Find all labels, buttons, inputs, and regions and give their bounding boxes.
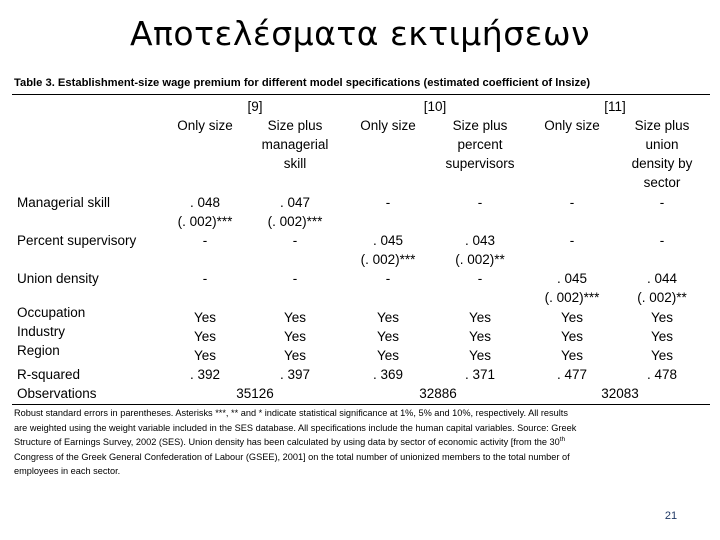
cell-managerial-m9a-se: (. 002)*** bbox=[177, 214, 233, 229]
cell-region-m9a: Yes bbox=[193, 348, 217, 363]
row-label-industry: Industry bbox=[17, 324, 66, 339]
model-header-11: [11] bbox=[604, 99, 626, 114]
cell-industry-m9a: Yes bbox=[193, 329, 217, 344]
footnote-line-1: Robust standard errors in parentheses. Asterisks ***, ** and * indicate statistical significance at 1%, 5% and 10%, respectively. All results bbox=[14, 408, 568, 418]
subheader-only-size-10: Only size bbox=[360, 118, 416, 133]
cell-rsq-m10a: . 369 bbox=[372, 367, 404, 382]
cell-percent-m11b: - bbox=[659, 233, 665, 248]
footnote-superscript: th bbox=[559, 436, 566, 444]
cell-obs-m9: 35126 bbox=[236, 386, 274, 401]
row-label-managerial-skill: Managerial skill bbox=[17, 195, 111, 210]
cell-rsq-m9b: . 397 bbox=[279, 367, 311, 382]
table-bottom-rule bbox=[12, 404, 710, 405]
cell-union-m10b: - bbox=[477, 271, 483, 286]
subheader-size-plus-9-line3: skill bbox=[283, 156, 307, 171]
footnote-line-4: Congress of the Greek General Confederation of Labour (GSEE), 2001] on the total number of unionized members to the total number of bbox=[14, 451, 570, 462]
slide-title: Αποτελέσματα εκτιμήσεων bbox=[129, 14, 591, 53]
row-label-r-squared: R-squared bbox=[17, 367, 81, 382]
row-label-occupation: Occupation bbox=[17, 305, 86, 320]
cell-managerial-m10b: - bbox=[477, 195, 483, 210]
footnote-line-3-text: Structure of Earnings Survey, 2002 (SES). Union density has been calculated by using data by sector of economic activity [from the 30 bbox=[14, 437, 560, 448]
cell-union-m10a: - bbox=[385, 271, 391, 286]
subheader-size-plus-9-line1: Size plus bbox=[267, 118, 323, 133]
cell-managerial-m10a: - bbox=[385, 195, 391, 210]
model-header-10: [10] bbox=[423, 99, 447, 114]
table-top-rule bbox=[12, 94, 710, 95]
table-footnote bbox=[14, 406, 704, 479]
cell-industry-m11b: Yes bbox=[650, 329, 674, 344]
model-header-9: [9] bbox=[247, 99, 263, 114]
row-label-region: Region bbox=[17, 343, 60, 358]
cell-union-m11a-se: (. 002)*** bbox=[544, 290, 600, 305]
cell-region-m10a: Yes bbox=[376, 348, 400, 363]
cell-region-m11b: Yes bbox=[650, 348, 674, 363]
subheader-size-plus-10-line2: percent bbox=[457, 137, 503, 152]
cell-percent-m9a: - bbox=[202, 233, 208, 248]
cell-obs-m11: 32083 bbox=[601, 386, 639, 401]
cell-rsq-m9a: . 392 bbox=[189, 367, 221, 382]
footnote-line-3 bbox=[14, 435, 704, 450]
cell-managerial-m11b: - bbox=[659, 195, 665, 210]
cell-occupation-m9a: Yes bbox=[193, 310, 217, 325]
footnote-line-5: employees in each sector. bbox=[14, 466, 121, 477]
cell-percent-m10b-se: (. 002)** bbox=[455, 252, 505, 267]
row-label-union-density: Union density bbox=[17, 271, 99, 286]
cell-region-m10b: Yes bbox=[468, 348, 492, 363]
subheader-only-size-11: Only size bbox=[544, 118, 600, 133]
cell-union-m11b-coef: . 044 bbox=[646, 271, 678, 286]
table-caption: Table 3. Establishment-size wage premium for different model specifications (estimated coefficient of lnsize) bbox=[14, 77, 591, 89]
cell-managerial-m11a: - bbox=[569, 195, 575, 210]
cell-occupation-m10a: Yes bbox=[376, 310, 400, 325]
subheader-size-plus-11-line3: density by bbox=[631, 156, 693, 171]
cell-rsq-m10b: . 371 bbox=[464, 367, 496, 382]
cell-percent-m11a: - bbox=[569, 233, 575, 248]
cell-region-m9b: Yes bbox=[283, 348, 307, 363]
cell-industry-m10b: Yes bbox=[468, 329, 492, 344]
subheader-size-plus-11-line4: sector bbox=[643, 175, 681, 190]
row-label-percent-supervisory: Percent supervisory bbox=[17, 233, 137, 248]
cell-industry-m9b: Yes bbox=[283, 329, 307, 344]
footnote-line-2: are weighted using the weight variable included in the SES database. All specifications include the human capital variables. Source: Greek bbox=[14, 422, 577, 433]
cell-managerial-m9b-coef: . 047 bbox=[279, 195, 311, 210]
cell-rsq-m11b: . 478 bbox=[646, 367, 678, 382]
row-label-observations: Observations bbox=[17, 386, 97, 401]
cell-rsq-m11a: . 477 bbox=[556, 367, 588, 382]
cell-industry-m10a: Yes bbox=[376, 329, 400, 344]
cell-percent-m10a-se: (. 002)*** bbox=[360, 252, 416, 267]
cell-union-m9b: - bbox=[292, 271, 298, 286]
cell-union-m11b-se: (. 002)** bbox=[637, 290, 687, 305]
cell-obs-m10: 32886 bbox=[419, 386, 457, 401]
subheader-size-plus-10-line1: Size plus bbox=[452, 118, 508, 133]
cell-occupation-m11a: Yes bbox=[560, 310, 584, 325]
cell-percent-m9b: - bbox=[292, 233, 298, 248]
cell-union-m9a: - bbox=[202, 271, 208, 286]
cell-union-m11a-coef: . 045 bbox=[556, 271, 588, 286]
subheader-size-plus-11-line2: union bbox=[645, 137, 679, 152]
cell-occupation-m11b: Yes bbox=[650, 310, 674, 325]
cell-region-m11a: Yes bbox=[560, 348, 584, 363]
cell-industry-m11a: Yes bbox=[560, 329, 584, 344]
subheader-only-size-9: Only size bbox=[177, 118, 233, 133]
cell-percent-m10b-coef: . 043 bbox=[464, 233, 496, 248]
cell-managerial-m9b-se: (. 002)*** bbox=[267, 214, 323, 229]
cell-occupation-m9b: Yes bbox=[283, 310, 307, 325]
subheader-size-plus-10-line3: supervisors bbox=[445, 156, 515, 171]
cell-percent-m10a-coef: . 045 bbox=[372, 233, 404, 248]
slide-page-number: 21 bbox=[664, 510, 678, 522]
cell-managerial-m9a-coef: . 048 bbox=[189, 195, 221, 210]
subheader-size-plus-11-line1: Size plus bbox=[634, 118, 690, 133]
cell-occupation-m10b: Yes bbox=[468, 310, 492, 325]
subheader-size-plus-9-line2: managerial bbox=[261, 137, 329, 152]
